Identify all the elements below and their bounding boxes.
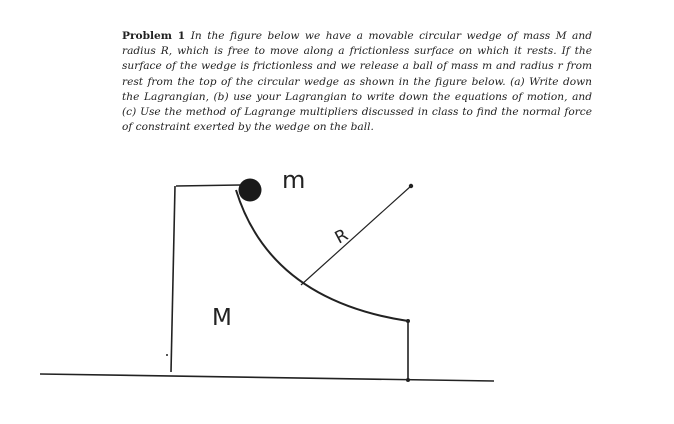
wedge-corner-dot	[406, 319, 410, 323]
wedge-curved-surface	[236, 190, 408, 321]
ground-line	[40, 374, 494, 381]
radius-label: R	[331, 225, 352, 249]
ball	[239, 179, 262, 202]
radius-line	[301, 186, 411, 285]
wedge-left-edge	[171, 186, 175, 372]
problem-text: In the figure below we have a movable circular wedge of mass M and radius R, which is free to move along a frictionless surface on which it rests. If the surface of the wedge is frictionless and we release a ball of mass m and radius r from rest from the top of the circular wedge as shown in the figure below. (a) Write down the Lagrangian, (b) use your Lagrangian to write down the equations of motion, and (c) Use the method of Lagrange multipliers discussed in class to find the normal force of constraint exerted by the wedge on the ball.	[122, 30, 592, 134]
wedge-base-dot	[406, 378, 410, 382]
radius-center-dot	[409, 184, 413, 188]
ball-mass-label: m	[282, 166, 306, 194]
wedge-mass-label: M	[212, 305, 232, 331]
stray-dot	[166, 354, 168, 356]
problem-label: Problem 1	[122, 30, 186, 42]
wedge-top-edge	[176, 185, 240, 186]
